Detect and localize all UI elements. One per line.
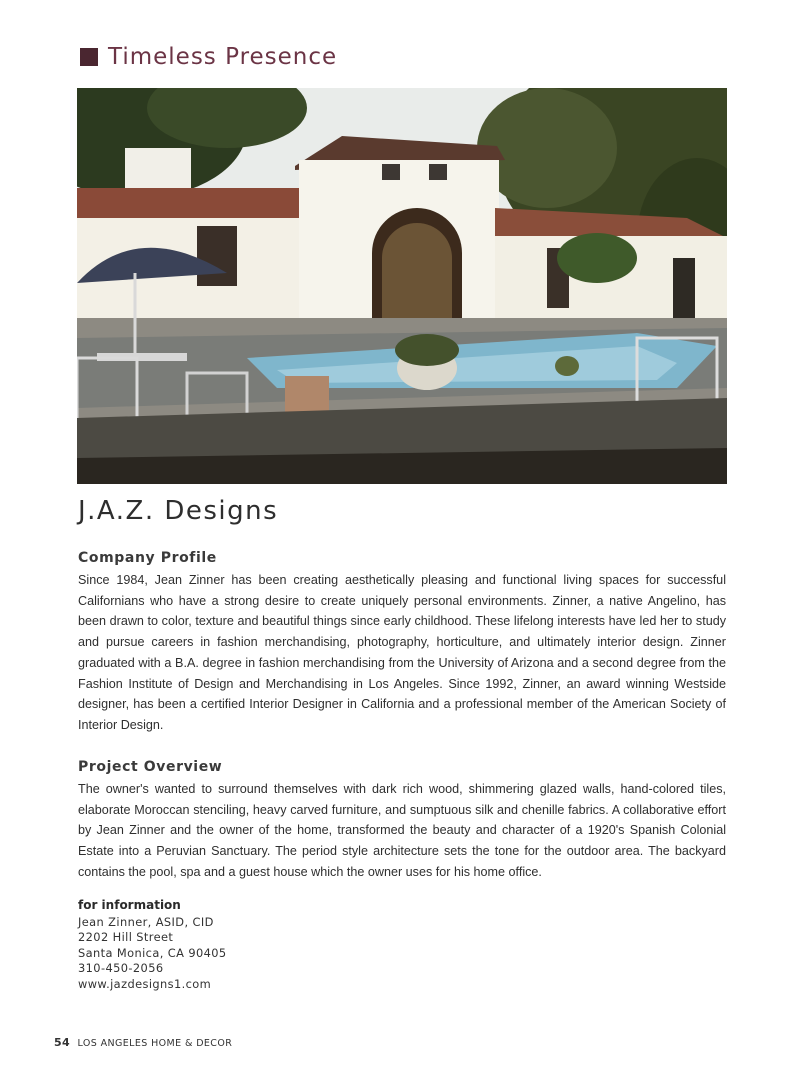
info-label: for information (78, 898, 181, 912)
page-number: 54 (54, 1036, 71, 1049)
contact-street: 2202 Hill Street (78, 930, 174, 945)
company-name: J.A.Z. Designs (78, 496, 279, 526)
section-title: Timeless Presence (108, 44, 338, 70)
project-overview-heading: Project Overview (78, 759, 223, 775)
publication-name: LOS ANGELES HOME & DECOR (77, 1038, 233, 1049)
contact-info (78, 915, 227, 992)
company-profile-text: Since 1984, Jean Zinner has been creating aesthetically pleasing and functional living spaces for successful Californians who have a strong desire to create uniquely personal environments. Zinner, a native Angelino, has been drawn to color, texture and beautiful things since early childhood. These lifelong interests have led her to study and pursue careers in fashion merchandising, photography, horticulture, and ultimately interior design. Zinner graduated with a B.A. degree in fashion merchandising from the University of Arizona and a second degree from the Fashion Institute of Design and Merchandising in Los Angeles. Since 1992, Zinner, an award winning Westside designer, has been a certified Interior Designer in California and a professional member of the American Society of Interior Design. (78, 573, 726, 732)
company-profile-heading: Company Profile (78, 550, 217, 566)
contact-phone: 310-450-2056 (78, 961, 164, 976)
section-header (80, 44, 337, 70)
contact-city: Santa Monica, CA 90405 (78, 945, 227, 960)
estate-photo (77, 88, 727, 484)
page-footer (54, 1036, 232, 1049)
estate-photo-illustration (77, 88, 727, 484)
project-overview-text: The owner's wanted to surround themselves with dark rich wood, shimmering glazed walls, hand-colored tiles, elaborate Moroccan stenciling, heavy carved furniture, and sumptuous silk and chenille fabrics. A collaborative effort by Jean Zinner and the owner of the home, transformed the beauty and character of a 1920's Spanish Colonial Estate into a Peruvian Sanctuary. The period style architecture sets the tone for the outdoor area. The backyard contains the pool, spa and a guest house which the owner uses for his home office. (78, 782, 726, 879)
section-marker-square (80, 48, 98, 66)
contact-name: Jean Zinner, ASID, CID (78, 915, 214, 929)
contact-website[interactable]: www.jazdesigns1.com (78, 976, 212, 991)
